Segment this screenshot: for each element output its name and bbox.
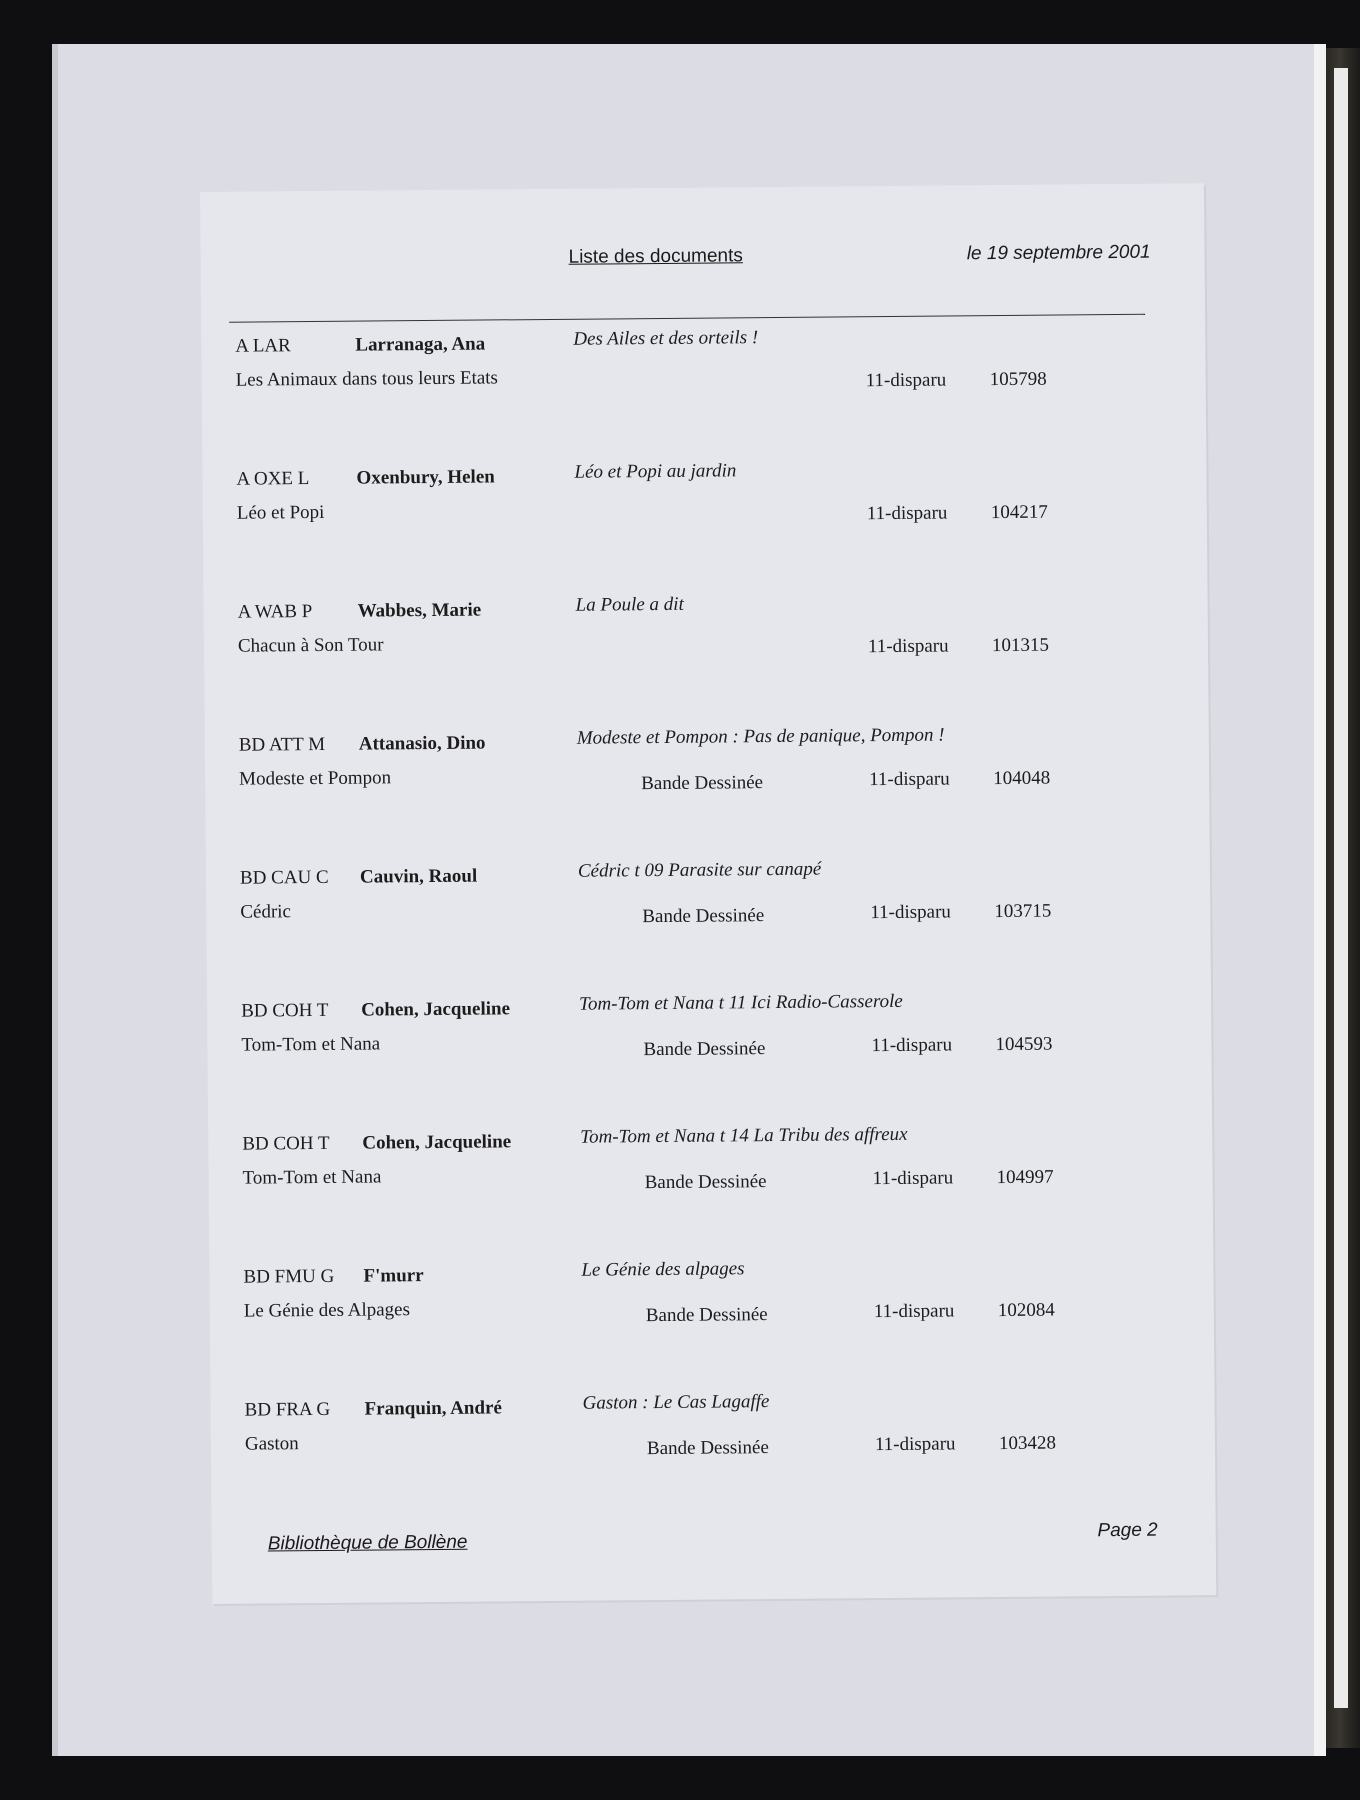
record-number: 104997 bbox=[996, 1166, 1054, 1189]
record-series: Tom-Tom et Nana bbox=[241, 1033, 381, 1056]
record-author: F'murr bbox=[363, 1265, 424, 1287]
record-list bbox=[201, 319, 1215, 1525]
record-series: Tom-Tom et Nana bbox=[242, 1166, 382, 1189]
record-title: Tom-Tom et Nana t 14 La Tribu des affreux bbox=[580, 1123, 908, 1148]
record-title: La Poule a dit bbox=[575, 593, 684, 616]
record-author: Attanasio, Dino bbox=[358, 732, 486, 755]
record-series: Cédric bbox=[240, 901, 292, 923]
record-genre: Bande Dessinée bbox=[644, 1171, 767, 1194]
record-number: 104217 bbox=[990, 501, 1048, 524]
record-row bbox=[209, 1250, 1214, 1392]
document-header bbox=[201, 241, 1205, 280]
record-author: Cohen, Jacqueline bbox=[362, 1131, 512, 1154]
record-series: Le Génie des Alpages bbox=[243, 1299, 411, 1322]
record-status: 11-disparu bbox=[872, 1167, 954, 1190]
record-genre: Bande Dessinée bbox=[643, 1038, 766, 1061]
record-call-number: BD FMU G bbox=[243, 1265, 335, 1288]
record-status: 11-disparu bbox=[871, 1034, 953, 1057]
library-name: Bibliothèque de Bollène bbox=[267, 1531, 468, 1555]
record-row bbox=[202, 452, 1207, 594]
record-call-number: BD FRA G bbox=[244, 1398, 331, 1421]
record-number: 103715 bbox=[994, 900, 1052, 923]
record-title: Léo et Popi au jardin bbox=[574, 460, 737, 483]
record-author: Larranaga, Ana bbox=[355, 333, 486, 356]
record-series: Chacun à Son Tour bbox=[237, 634, 384, 657]
record-call-number: BD ATT M bbox=[238, 733, 326, 756]
record-author: Cauvin, Raoul bbox=[359, 865, 478, 888]
record-title: Tom-Tom et Nana t 11 Ici Radio-Casserole bbox=[579, 990, 903, 1015]
record-series: Léo et Popi bbox=[236, 501, 325, 524]
record-call-number: BD COH T bbox=[242, 1132, 330, 1155]
record-call-number: BD CAU C bbox=[239, 866, 329, 889]
record-status: 11-disparu bbox=[867, 635, 949, 658]
document-sheet bbox=[200, 183, 1216, 1604]
record-status: 11-disparu bbox=[865, 369, 947, 392]
record-author: Cohen, Jacqueline bbox=[361, 998, 511, 1021]
record-title: Modeste et Pompon : Pas de panique, Pompon ! bbox=[576, 724, 945, 749]
record-status: 11-disparu bbox=[870, 901, 951, 924]
record-status: 11-disparu bbox=[874, 1433, 956, 1456]
record-row bbox=[208, 1117, 1213, 1259]
binder-page-edge bbox=[1314, 44, 1326, 1756]
record-number: 104593 bbox=[995, 1033, 1053, 1056]
record-status: 11-disparu bbox=[873, 1300, 955, 1323]
record-row bbox=[205, 718, 1210, 860]
record-title: Des Ailes et des orteils ! bbox=[573, 327, 759, 350]
record-series: Modeste et Pompon bbox=[239, 767, 392, 790]
record-title: Gaston : Le Cas Lagaffe bbox=[582, 1391, 770, 1414]
page-number: Page 2 bbox=[1097, 1519, 1158, 1542]
record-number: 101315 bbox=[991, 634, 1050, 657]
document-footer bbox=[212, 1519, 1216, 1555]
record-call-number: A LAR bbox=[235, 335, 291, 357]
record-author: Oxenbury, Helen bbox=[356, 466, 495, 489]
record-title: Cédric t 09 Parasite sur canapé bbox=[577, 858, 822, 882]
record-row bbox=[206, 851, 1211, 993]
record-row bbox=[201, 319, 1206, 461]
record-author: Franquin, André bbox=[364, 1397, 502, 1420]
record-call-number: BD COH T bbox=[241, 999, 329, 1022]
record-status: 11-disparu bbox=[869, 768, 950, 791]
record-number: 102084 bbox=[997, 1299, 1055, 1322]
document-title: Liste des documents bbox=[568, 245, 743, 268]
record-status: 11-disparu bbox=[866, 502, 948, 525]
record-author: Wabbes, Marie bbox=[357, 599, 482, 622]
record-number: 105798 bbox=[989, 368, 1047, 391]
record-row bbox=[207, 984, 1212, 1126]
record-genre: Bande Dessinée bbox=[641, 772, 764, 795]
record-number: 103428 bbox=[998, 1432, 1057, 1455]
record-genre: Bande Dessinée bbox=[642, 905, 765, 928]
record-genre: Bande Dessinée bbox=[645, 1304, 768, 1327]
binder-spine bbox=[1326, 48, 1360, 1748]
record-series: Les Animaux dans tous leurs Etats bbox=[235, 367, 499, 391]
record-call-number: A OXE L bbox=[236, 468, 310, 490]
next-page-strip bbox=[1334, 68, 1348, 1708]
record-call-number: A WAB P bbox=[237, 601, 313, 623]
record-title: Le Génie des alpages bbox=[581, 1258, 745, 1281]
record-number: 104048 bbox=[993, 767, 1051, 790]
record-row bbox=[204, 585, 1209, 727]
document-date: le 19 septembre 2001 bbox=[966, 241, 1151, 265]
record-genre: Bande Dessinée bbox=[646, 1437, 769, 1460]
record-row bbox=[210, 1383, 1215, 1525]
record-series: Gaston bbox=[244, 1433, 299, 1455]
